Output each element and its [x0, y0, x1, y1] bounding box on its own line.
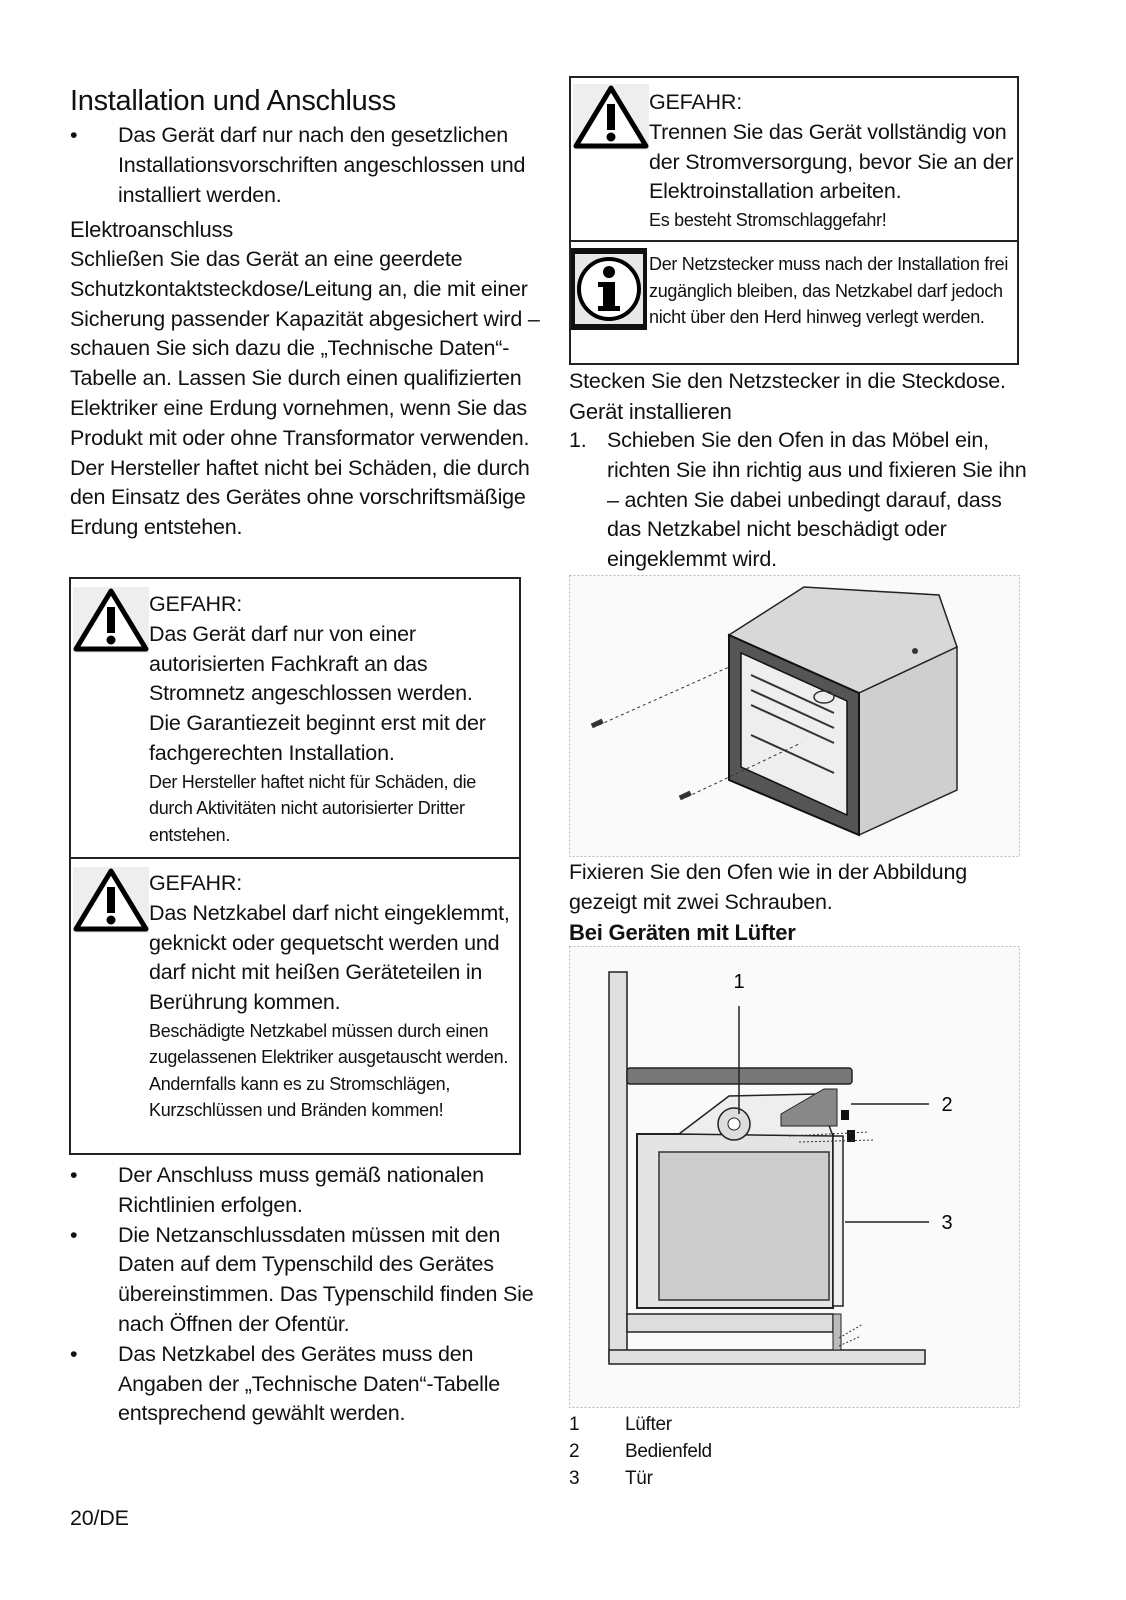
- legend-number: 2: [569, 1441, 580, 1462]
- legend-label: Bedienfeld: [625, 1441, 712, 1462]
- fig-label-1: 1: [733, 971, 745, 993]
- warning-triangle-icon: [73, 867, 149, 933]
- info-icon: [571, 248, 647, 330]
- list-item: [70, 1221, 540, 1340]
- elektroanschluss-heading: Elektroanschluss: [70, 217, 234, 242]
- warning-section-2: [71, 859, 519, 1155]
- legend-label: Tür: [625, 1468, 653, 1489]
- bullet-list: [70, 1161, 540, 1429]
- legend-number: 1: [569, 1414, 580, 1435]
- fix-text: Fixieren Sie den Ofen wie in der Abbildung gezeigt mit zwei Schrauben.: [569, 860, 967, 914]
- bullet-icon: •: [70, 1222, 78, 1247]
- warning-label: GEFAHR:: [649, 90, 742, 114]
- warning-box-left: [69, 577, 521, 1155]
- legend-item: [569, 1411, 712, 1438]
- list-item-text: Die Netzanschlussdaten müssen mit den Daten auf dem Typenschild des Gerätes übereinstimmen. Das Typenschild finden Sie nach Öffnen der Ofentür.: [118, 1222, 534, 1336]
- elektroanschluss-text: Schließen Sie das Gerät an eine geerdete Schutzkontaktsteckdose/Leitung an, die mit einer Sicherung passender Kapazität abgesichert wird – schauen Sie sich dazu die „Technische Daten“-Tabelle an. Lassen Sie durch einen qualifizierten Elektriker eine Erdung vornehmen, wenn Sie das Produkt mit oder ohne Transformator verwenden. Der Hersteller haftet nicht bei Schäden, die durch den Einsatz des Gerätes ohne vorschriftsmäßige Erdung entstehen.: [70, 247, 540, 540]
- warning-note-text: Beschädigte Netzkabel müssen durch einen zugelassenen Elektriker ausgetauscht werden. Andernfalls kann es zu Stromschlägen, Kurzschlüssen und Bränden kommen!: [149, 1020, 509, 1121]
- list-item: [70, 1161, 540, 1221]
- oven-installation-illustration: [569, 575, 1020, 857]
- warning-main-text: Trennen Sie das Gerät vollständig von der Stromversorgung, bevor Sie an der Elektroinstallation arbeiten.: [649, 119, 1014, 204]
- warning-box-right: [569, 76, 1019, 365]
- intro-bullet: [70, 121, 578, 210]
- warning-triangle-icon: [573, 84, 649, 150]
- page-number: 20/DE: [70, 1506, 129, 1530]
- bullet-icon: •: [70, 1341, 78, 1366]
- fig-label-2: 2: [941, 1094, 953, 1116]
- step-number: 1.: [569, 428, 587, 452]
- bullet-icon: •: [70, 123, 78, 147]
- fan-heading: Bei Geräten mit Lüfter: [569, 920, 796, 945]
- list-item-text: Der Anschluss muss gemäß nationalen Richtlinien erfolgen.: [118, 1163, 484, 1217]
- bullet-icon: •: [70, 1163, 78, 1187]
- legend-label: Lüfter: [625, 1414, 672, 1435]
- figure-legend: [569, 1411, 712, 1492]
- fig-label-3: 3: [941, 1212, 953, 1234]
- step-text: Schieben Sie den Ofen in das Möbel ein, richten Sie ihn richtig aus und fixieren Sie ihn – achten Sie dabei unbedingt darauf, dass das Netzkabel nicht beschädigt oder eingeklemmt wird.: [607, 428, 1027, 572]
- warning-note-text: Der Hersteller haftet nicht für Schäden, die durch Aktivitäten nicht autorisierter Dritter entstehen.: [149, 771, 476, 845]
- info-section: [571, 242, 1017, 365]
- warning-label: GEFAHR:: [149, 871, 242, 895]
- legend-number: 3: [569, 1468, 580, 1489]
- page-title: Installation und Anschluss: [70, 85, 396, 117]
- fan-diagram: [569, 946, 1020, 1408]
- warning-note-text: Es besteht Stromschlaggefahr!: [649, 210, 887, 231]
- install-heading: Gerät installieren: [569, 399, 732, 424]
- warning-main-text: Das Netzkabel darf nicht eingeklemmt, geknickt oder gequetscht werden und darf nicht mit heißen Geräteteilen in Berührung kommen.: [149, 900, 510, 1015]
- legend-item: [569, 1465, 712, 1492]
- info-text: Der Netzstecker muss nach der Installation frei zugänglich bleiben, das Netzkabel darf jedoch nicht über den Herd hinweg verlegt werden.: [649, 254, 1009, 327]
- warning-label: GEFAHR:: [149, 592, 242, 616]
- warning-section-3: [571, 78, 1017, 242]
- plug-text: Stecken Sie den Netzstecker in die Steckdose.: [569, 369, 1006, 393]
- list-item: [70, 1340, 540, 1429]
- warning-main-text: Das Gerät darf nur von einer autorisierten Fachkraft an das Stromnetz angeschlossen werden. Die Garantiezeit beginnt erst mit der fachgerechten Installation.: [149, 621, 486, 765]
- legend-item: [569, 1438, 712, 1465]
- warning-triangle-icon: [73, 587, 149, 653]
- step-1: [569, 426, 1039, 575]
- list-item-text: Das Netzkabel des Gerätes muss den Angaben der „Technische Daten“-Tabelle entsprechend gewählt werden.: [118, 1341, 501, 1426]
- warning-section-1: [71, 579, 519, 859]
- intro-bullet-text: Das Gerät darf nur nach den gesetzlichen Installationsvorschriften angeschlossen und installiert werden.: [118, 123, 526, 207]
